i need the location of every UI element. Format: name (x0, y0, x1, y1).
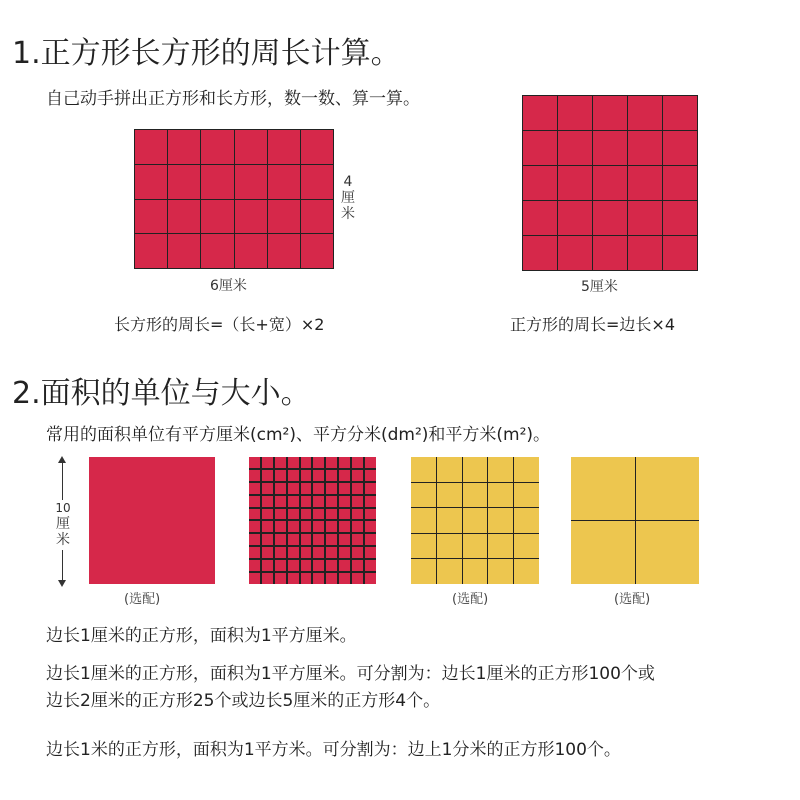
tile-cell (288, 483, 299, 494)
tile-cell (249, 457, 260, 468)
tile-cell (352, 483, 363, 494)
tile-cell (352, 560, 363, 571)
grid-cell (301, 234, 333, 268)
tile-cell (326, 521, 337, 532)
tile-cell (411, 457, 436, 482)
tile-cell (365, 483, 376, 494)
tile-cell (275, 483, 286, 494)
tile-cell (365, 496, 376, 507)
tile-cell (514, 559, 539, 584)
grid-cell (523, 96, 557, 130)
tile-cell (352, 573, 363, 584)
tile-cell (313, 470, 324, 481)
tile-cell (275, 547, 286, 558)
grid-cell (201, 200, 233, 234)
tile-100-small-squares (249, 457, 376, 584)
tile-cell (249, 521, 260, 532)
arrow-down-line (62, 550, 63, 582)
tile-cell (339, 496, 350, 507)
tile-cell (352, 470, 363, 481)
tile-cell (352, 457, 363, 468)
tile-cell (571, 521, 635, 584)
tile-cell (249, 470, 260, 481)
tile-cell (301, 457, 312, 468)
section1-intro: 自己动手拼出正方形和长方形，数一数、算一算。 (46, 89, 420, 109)
grid-cell (523, 201, 557, 235)
grid-cell (235, 165, 267, 199)
grid-cell (628, 96, 662, 130)
square-width-label: 5厘米 (581, 279, 618, 295)
grid-cell (628, 166, 662, 200)
tile-cell (488, 508, 513, 533)
tile-cell (411, 483, 436, 508)
tile-cell (365, 534, 376, 545)
tile-cell (288, 521, 299, 532)
tile-cell (262, 457, 273, 468)
grid-cell (593, 201, 627, 235)
grid-cell (301, 165, 333, 199)
grid-cell (523, 236, 557, 270)
tile-25-squares (411, 457, 539, 584)
tile-cell (326, 457, 337, 468)
tile-cell (262, 509, 273, 520)
tile-cell (301, 560, 312, 571)
section2-title: 2.面积的单位与大小。 (12, 376, 311, 411)
tile-cell (288, 547, 299, 558)
grid-cell (663, 201, 697, 235)
grid-cell (235, 130, 267, 164)
arrow-down-icon (58, 580, 66, 587)
tile-cell (262, 534, 273, 545)
grid-cell (135, 234, 167, 268)
tile-cell (339, 521, 350, 532)
tile-cell (288, 573, 299, 584)
tile-cell (514, 457, 539, 482)
tile-cell (339, 470, 350, 481)
grid-cell (523, 166, 557, 200)
grid-cell (663, 131, 697, 165)
tile-cell (262, 560, 273, 571)
section1-title: 1.正方形长方形的周长计算。 (12, 36, 401, 71)
rectangle-grid (134, 129, 334, 269)
tile-cell (275, 560, 286, 571)
grid-cell (301, 130, 333, 164)
grid-cell (663, 96, 697, 130)
tile-cell (275, 534, 286, 545)
rect-height-unit2: 米 (341, 206, 355, 222)
tile-cell (313, 534, 324, 545)
tile-1-square-cm (89, 457, 215, 584)
tile-cell (249, 483, 260, 494)
grid-cell (593, 236, 627, 270)
tile-cell (463, 483, 488, 508)
grid-cell (135, 130, 167, 164)
tile-cell (463, 534, 488, 559)
tile-cell (275, 573, 286, 584)
rect-height-num: 4 (343, 174, 353, 190)
tile-cell (365, 509, 376, 520)
tile-cell (514, 534, 539, 559)
tile-cell (437, 534, 462, 559)
grid-cell (663, 166, 697, 200)
tile-cell (339, 509, 350, 520)
tile-cell (411, 559, 436, 584)
tile-cell (275, 509, 286, 520)
grid-cell (268, 200, 300, 234)
grid-cell (558, 131, 592, 165)
tile-cell (636, 457, 700, 520)
tile-cell (463, 508, 488, 533)
tile-cell (301, 534, 312, 545)
grid-cell (301, 200, 333, 234)
tile-cell (326, 573, 337, 584)
tile-cell (301, 509, 312, 520)
tile-cell (365, 470, 376, 481)
grid-cell (268, 234, 300, 268)
rect-width-label: 6厘米 (210, 278, 247, 294)
tile-cell (262, 470, 273, 481)
tile-cell (288, 509, 299, 520)
tile-cell (339, 560, 350, 571)
grid-cell (135, 200, 167, 234)
tile-cell (313, 483, 324, 494)
rect-formula: 长方形的周长=（长+宽）×2 (114, 315, 325, 334)
tile-cell (301, 470, 312, 481)
grid-cell (168, 130, 200, 164)
tile-cell (275, 496, 286, 507)
tile-cell (301, 547, 312, 558)
tile-cell (249, 509, 260, 520)
tile-cell (301, 521, 312, 532)
area-line-2b: 边长2厘米的正方形25个或边长5厘米的正方形4个。 (46, 691, 441, 711)
tile-cell (339, 483, 350, 494)
tile-cell (636, 521, 700, 584)
grid-cell (201, 234, 233, 268)
arrow-up-line (62, 460, 63, 500)
tile-cell (262, 573, 273, 584)
arrow-up-icon (58, 456, 66, 463)
tile-cell (275, 457, 286, 468)
grid-cell (663, 236, 697, 270)
tile-cell (262, 521, 273, 532)
tile-cell (488, 483, 513, 508)
tile-cell (275, 470, 286, 481)
square-grid (522, 95, 698, 271)
tile-cell (313, 457, 324, 468)
grid-cell (235, 234, 267, 268)
tile-cell (288, 457, 299, 468)
tile-cell (288, 534, 299, 545)
tile-cell (249, 534, 260, 545)
tile-cell (437, 483, 462, 508)
tile-cell (288, 470, 299, 481)
side-length-label (55, 500, 71, 548)
grid-cell (593, 131, 627, 165)
tile-cell (313, 496, 324, 507)
area-line-1: 边长1厘米的正方形，面积为1平方厘米。 (46, 626, 357, 646)
tile-cell (411, 508, 436, 533)
tile-cell (352, 534, 363, 545)
tile-cell (326, 509, 337, 520)
tile-cell (463, 559, 488, 584)
side-length-unit2: 米 (56, 532, 70, 548)
tile-cell (365, 521, 376, 532)
tile-cell (488, 534, 513, 559)
tile-cell (262, 483, 273, 494)
tile-cell (352, 496, 363, 507)
tile-cell (301, 483, 312, 494)
grid-cell (628, 236, 662, 270)
grid-cell (558, 96, 592, 130)
tile-cell (313, 509, 324, 520)
tile-cell (249, 547, 260, 558)
tile-cell (437, 457, 462, 482)
tile-cell (488, 457, 513, 482)
grid-cell (593, 96, 627, 130)
grid-cell (168, 165, 200, 199)
tile-cell (313, 547, 324, 558)
tile-cell (514, 508, 539, 533)
grid-cell (268, 130, 300, 164)
tile-cell (288, 560, 299, 571)
tile-cell (411, 534, 436, 559)
tile-cell (352, 509, 363, 520)
tile-cell (326, 560, 337, 571)
tile-4-squares (571, 457, 699, 584)
tile-cell (326, 534, 337, 545)
tile-4-caption: (选配) (614, 592, 651, 607)
square-formula: 正方形的周长=边长×4 (510, 315, 675, 334)
grid-cell (135, 165, 167, 199)
grid-cell (201, 165, 233, 199)
tile-cell (437, 559, 462, 584)
tile-3-caption: (选配) (452, 592, 489, 607)
grid-cell (268, 165, 300, 199)
grid-cell (168, 200, 200, 234)
tile-cell (339, 547, 350, 558)
tile-cell (339, 573, 350, 584)
tile-cell (249, 560, 260, 571)
side-length-unit1: 厘 (56, 516, 70, 532)
tile-cell (249, 496, 260, 507)
tile-cell (365, 573, 376, 584)
tile-cell (313, 573, 324, 584)
section2-intro: 常用的面积单位有平方厘米(cm²)、平方分米(dm²)和平方米(m²)。 (46, 425, 551, 445)
tile-cell (262, 496, 273, 507)
tile-cell (301, 573, 312, 584)
tile-cell (514, 483, 539, 508)
grid-cell (558, 201, 592, 235)
tile-cell (571, 457, 635, 520)
tile-cell (365, 560, 376, 571)
grid-cell (628, 131, 662, 165)
tile-cell (326, 496, 337, 507)
tile-cell (326, 547, 337, 558)
tile-cell (352, 547, 363, 558)
tile-cell (313, 560, 324, 571)
tile-cell (288, 496, 299, 507)
tile-1-caption: (选配) (124, 592, 161, 607)
tile-cell (249, 573, 260, 584)
tile-cell (365, 457, 376, 468)
tile-cell (463, 457, 488, 482)
tile-cell (352, 521, 363, 532)
tile-cell (326, 470, 337, 481)
grid-cell (235, 200, 267, 234)
rect-height-label (340, 174, 356, 222)
grid-cell (558, 236, 592, 270)
grid-cell (201, 130, 233, 164)
tile-cell (262, 547, 273, 558)
tile-cell (301, 496, 312, 507)
rect-height-unit1: 厘 (341, 190, 355, 206)
grid-cell (593, 166, 627, 200)
area-line-2a: 边长1厘米的正方形，面积为1平方厘米。可分割为：边长1厘米的正方形100个或 (46, 664, 655, 684)
tile-cell (313, 521, 324, 532)
tile-cell (365, 547, 376, 558)
grid-cell (523, 131, 557, 165)
tile-cell (326, 483, 337, 494)
grid-cell (168, 234, 200, 268)
grid-cell (558, 166, 592, 200)
tile-cell (437, 508, 462, 533)
tile-cell (339, 534, 350, 545)
tile-cell (275, 521, 286, 532)
side-length-num: 10 (55, 501, 71, 515)
grid-cell (628, 201, 662, 235)
area-line-3: 边长1米的正方形，面积为1平方米。可分割为：边上1分米的正方形100个。 (46, 740, 621, 760)
tile-cell (488, 559, 513, 584)
tile-cell (339, 457, 350, 468)
